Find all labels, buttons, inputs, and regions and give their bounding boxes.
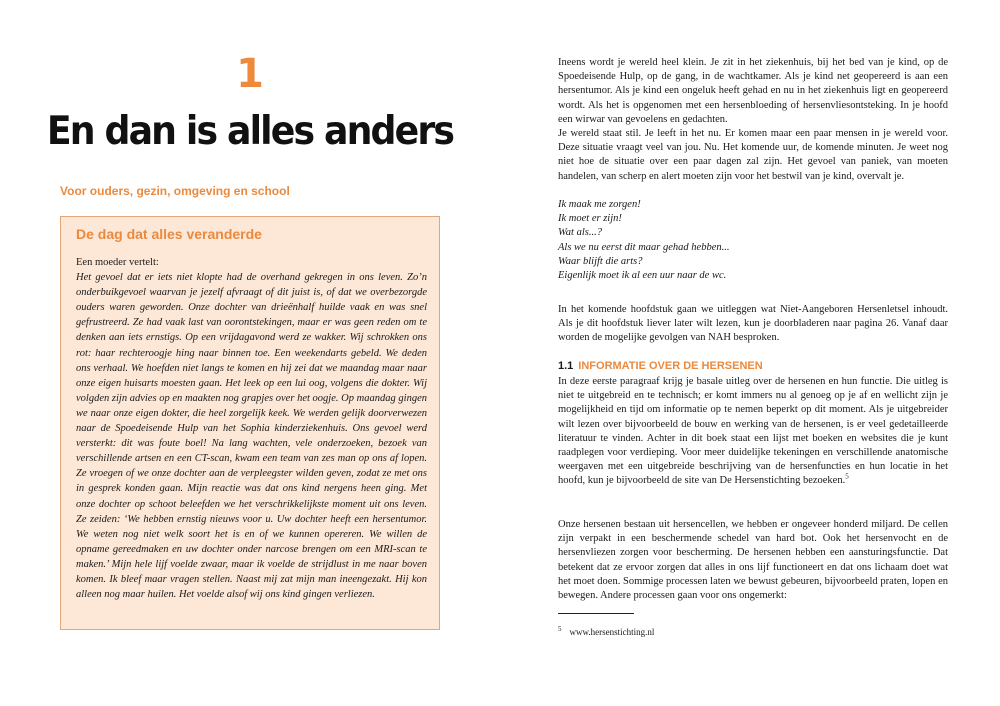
thought-item: Eigenlijk moet ik al een uur naar de wc. <box>558 270 727 282</box>
testimony-box <box>60 216 440 630</box>
box-title: De dag dat alles veranderde <box>76 226 262 242</box>
footnote-divider <box>558 613 634 614</box>
paragraph-1: Ineens wordt je wereld heel klein. Je zit in het ziekenhuis, bij het bed van je kind, op de Spoedeisende Hulp, op de gang, in de wachtkamer. Als je kind net geopereerd is aan een hersentumor. Als je kind een ongeluk heeft gehad en nu in het ziekenhuis ligt en geopereerd wordt. Als het is opgenomen met een hersenbloeding of hersenvliesontsteking. In je hoofd een wirwar van gevoelens en gedachten. <box>558 57 948 125</box>
box-story: Het gevoel dat er iets niet klopte had de overhand gekregen in ons leven. Zo’n onderbuikgevoel waarvan je jezelf afvraagt of dit juist is, of dat we overbezorgde ouders waren geworden. Onze dochter van drieënhalf huilde vaak en was snel gefrustreerd. Ze had vaak last van oorontstekingen, maar er was geen reden om te denken aan iets ernstigs. Op een vrijdagavond werd ze wakker. Wij schrokken ons rot: haar rechteroogje hing naar binnen toe. Een weekendarts gebeld. We deden ons verhaal. We hoefden niet langs te komen en hij zei dat we maandag maar naar onze eigen huisarts moesten gaan. Het leek op een lui oog, volgens die dokter. Wij volgden zijn advies op en maakten nog grapjes over het oogje. Op maandag gingen we naar onze eigen dokter, die heel zorgelijk keek. We werden gelijk doorverwezen naar de Spoedeisende Hulp van het Sophia kinderziekenhuis. Ons gevoel werd versterkt: dit was foute boel! Na lang wachten, vele onderzoeken, bezoek van verschillende artsen en een CT-scan, kwam een team van zes man op ons af lopen. Ze vroegen of we onze dochter aan de verpleegster wilden geven, zodat ze met ons in gesprek konden gaan. Mijn reactie was dat ons kind nergens heen ging. Met onze dochter op schoot beleefden we het verschrikkelijkste moment uit ons leven. Ze zeiden: ‘We hebben ernstig nieuws voor u. Uw dochter heeft een hersentumor. We weten nog niet welk soort het is en of we kunnen opereren. We willen de opname gereedmaken en uw dochter onder narcose brengen om een MRI-scan te maken.’ Mijn hele lijf voelde zwaar, maar ik voelde de strijdlust in me naar boven komen. Ik bleef maar vragen stellen. Naast mij zat mijn man ineengezakt. Hij kon alleen nog maar huilen. Het voelde alsof wij ons kind gingen verliezen. <box>76 272 427 601</box>
thought-item: Ik moet er zijn! <box>558 213 622 225</box>
footnote <box>558 625 654 637</box>
chapter-number: 1 <box>236 51 264 97</box>
right-page <box>500 0 1000 706</box>
footnote-text: www.hersenstichting.nl <box>569 627 655 637</box>
chapter-title: En dan is alles anders <box>46 109 454 154</box>
paragraph-4-text: In deze eerste paragraaf krijg je basale uitleg over de hersenen en hun functie. Die uitleg is niet te uitgebreid en te technisch; er komt immers nu al genoeg op je af en wellicht zijn je mogelijkheid en tijd om informatie op te nemen beperkt op dit moment. Als je uitgebreider wilt lezen over bijvoorbeeld de bouw en werking van de hersenen, is er veel gedetailleerde literatuur te vinden. Achter in dit boek staat een lijst met boeken en websites die je kunt raadplegen voor verdieping. Voor meer duidelijke tekeningen en verschillende anatomische weergaven met een uitgebreide beschrijving van de hersenfuncties en hun locatie in het hoofd, kun je bijvoorbeeld de site van De Hersenstichting bezoeken. <box>558 376 948 487</box>
box-text <box>76 255 427 602</box>
paragraph-4 <box>558 375 948 489</box>
thought-item: Waar blijft die arts? <box>558 255 643 267</box>
thought-item: Wat als...? <box>558 227 602 239</box>
thought-item: Als we nu eerst dit maar gehad hebben... <box>558 241 730 253</box>
thought-item: Ik maak me zorgen! <box>558 199 641 210</box>
section-heading <box>558 360 763 372</box>
paragraph-2: Je wereld staat stil. Je leeft in het nu. Er komen maar een paar mensen in je wereld voor. Deze situatie vraagt veel van jou. Nu. Het komende uur, de komende minuten. Je weet nog niet hoe de situatie over een paar dagen zal zijn. Het gevoel van paniek, van moeten handelen, van scherp en alert moeten zijn voor het bestwil van je kind, overvalt je. <box>558 128 948 182</box>
chapter-subtitle: Voor ouders, gezin, omgeving en school <box>60 184 290 198</box>
footnote-ref: 5 <box>845 472 849 481</box>
box-intro: Een moeder vertelt: <box>76 257 159 268</box>
footnote-mark: 5 <box>558 625 562 633</box>
thoughts-list <box>558 198 948 283</box>
paragraph-3: In het komende hoofdstuk gaan we uitleggen wat Niet-Aangeboren Hersenletsel inhoudt. Als je dit hoofdstuk liever later wilt lezen, kun je doorbladeren naar pagina 26. Vanaf daar worden de mogelijke gevolgen van NAH besproken. <box>558 304 948 344</box>
section-number: 1.1 <box>558 360 574 372</box>
section-title: INFORMATIE OVER DE HERSENEN <box>578 360 763 372</box>
paragraph-5: Onze hersenen bestaan uit hersencellen, we hebben er ongeveer honderd miljard. De cellen zijn verpakt in een beschermende schedel van hard bot. Ook het hersenvocht en de hersenvliezen zorgen voor bescherming. De hersenen hebben een aansturingsfunctie. Dat betekent dat ze ervoor zorgen dat alles in ons lijf functioneert en dat ons lichaam doet wat het moet doen. Sommige processen laten we bewust gebeuren, bijvoorbeeld praten, lopen en bewegen. Andere processen gaan voor ons ongemerkt: <box>558 519 948 602</box>
